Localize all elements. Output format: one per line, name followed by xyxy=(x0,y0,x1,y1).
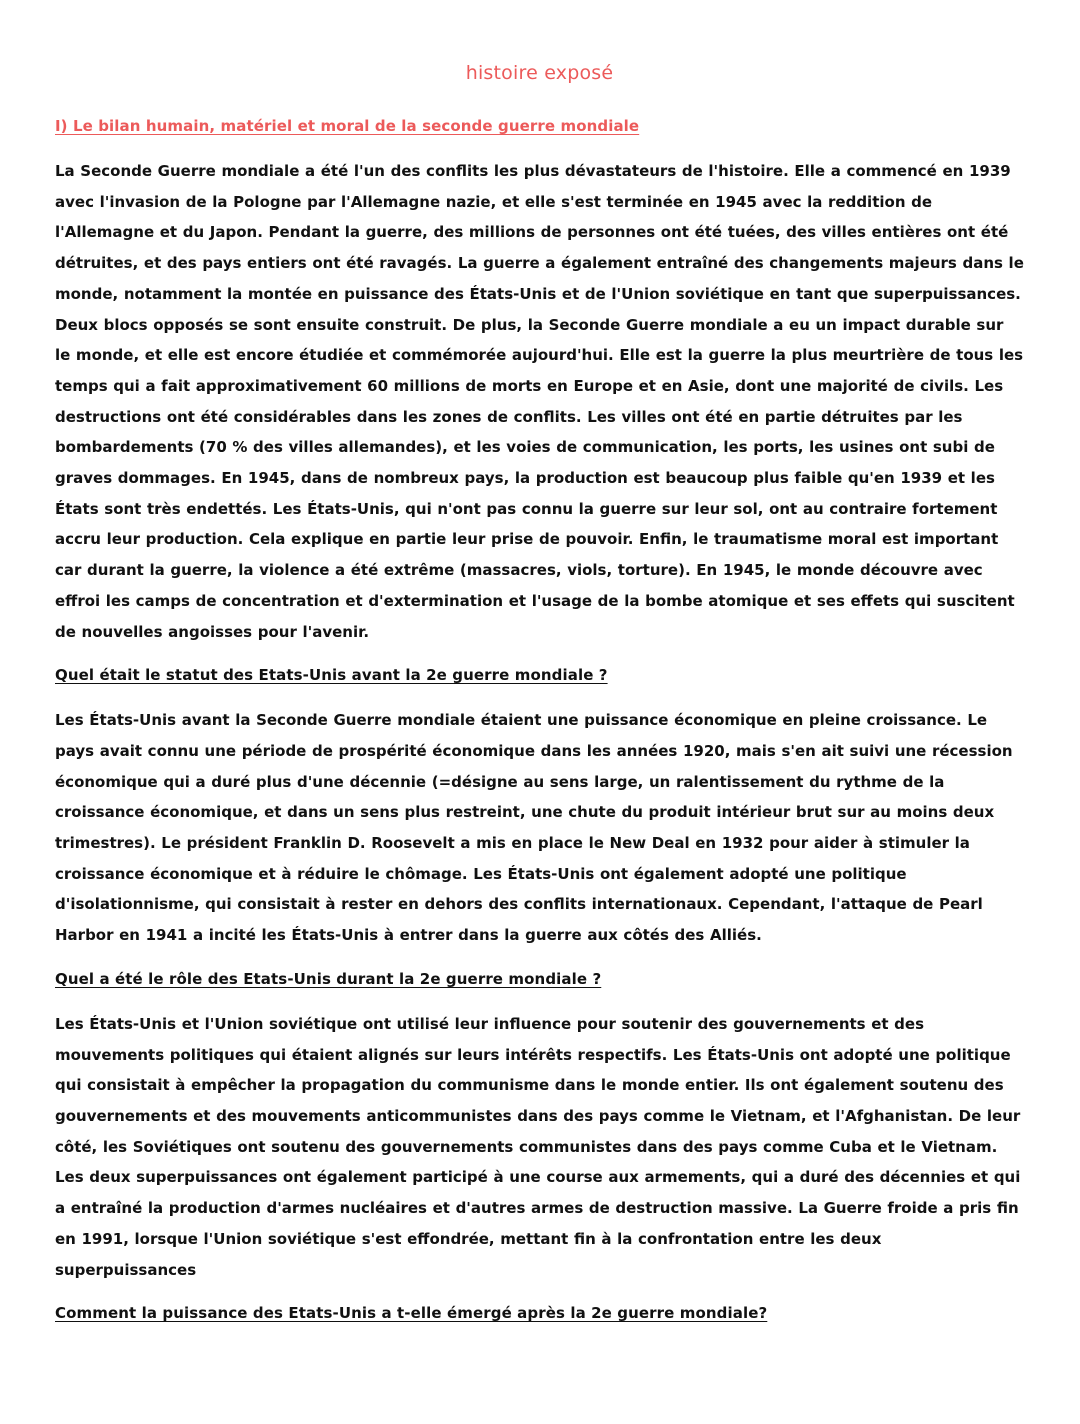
section-heading-statut: Quel était le statut des Etats-Unis avant la 2e guerre mondiale ? xyxy=(55,666,608,685)
section-paragraph-role: Les États-Unis et l'Union soviétique ont utilisé leur influence pour soutenir des gouvernements et des mouvements politiques qui étaient alignés sur leurs intérêts respectifs. Les États-Unis ont adopté une politique qui consistait à empêcher la propagation du communisme dans le monde entier. Ils ont également soutenu des gouvernements et des mouvements anticommunistes dans des pays comme le Vietnam, et l'Afghanistan. De leur côté, les Soviétiques ont soutenu des gouvernements communistes dans des pays comme Cuba et le Vietnam. Les deux superpuissances ont également participé à une course aux armements, qui a duré des décennies et qui a entraîné la production d'armes nucléaires et d'autres armes de destruction massive. La Guerre froide a pris fin en 1991, lorsque l'Union soviétique s'est effondrée, mettant fin à la confrontation entre les deux superpuissances xyxy=(55,1014,1021,1279)
section-paragraph-bilan: La Seconde Guerre mondiale a été l'un des conflits les plus dévastateurs de l'histoire. Elle a commencé en 1939 avec l'invasion de la Pologne par l'Allemagne nazie, et elle s'est terminée en 1945 avec la reddition de l'Allemagne et du Japon. Pendant la guerre, des millions de personnes ont été tuées, des villes entières ont été détruites, et des pays entiers ont été ravagés. La guerre a également entraîné des changements majeurs dans le monde, notamment la montée en puissance des États-Unis et de l'Union soviétique en tant que superpuissances. Deux blocs opposés se sont ensuite construit. De plus, la Seconde Guerre mondiale a eu un impact durable sur le monde, et elle est encore étudiée et commémorée aujourd'hui. Elle est la guerre la plus meurtrière de tous les temps qui a fait approximativement 60 millions de morts en Europe et en Asie, dont une majorité de civils. Les destructions ont été considérables dans les zones de conflits. Les villes ont été en partie détruites par les bombardements (70 % des villes allemandes), et les voies de communication, les ports, les usines ont subi de graves dommages. En 1945, dans de nombreux pays, la production est beaucoup plus faible qu'en 1939 et les États sont très endettés. Les États-Unis, qui n'ont pas connu la guerre sur leur sol, ont au contraire fortement accru leur production. Cela explique en partie leur prise de pouvoir. Enfin, le traumatisme moral est important car durant la guerre, la violence a été extrême (massacres, viols, torture). En 1945, le monde découvre avec effroi les camps de concentration et d'extermination et l'usage de la bombe atomique et ses effets qui suscitent de nouvelles angoisses pour l'avenir. xyxy=(55,162,1024,641)
section-heading-bilan: I) Le bilan humain, matériel et moral de la seconde guerre mondiale xyxy=(55,117,640,135)
document-title: histoire exposé xyxy=(465,62,614,84)
section-heading-role: Quel a été le rôle des Etats-Unis durant la 2e guerre mondiale ? xyxy=(55,969,602,988)
section-paragraph-statut: Les États-Unis avant la Seconde Guerre mondiale étaient une puissance économique en pleine croissance. Le pays avait connu une période de prospérité économique dans les années 1920, mais s'en ait suivi une récession économique qui a duré plus d'une décennie (=désigne au sens large, un ralentissement du rythme de la croissance économique, et dans un sens plus restreint, une chute du produit intérieur brut sur au moins deux trimestres). Le président Franklin D. Roosevelt a mis en place le New Deal en 1932 pour aider à stimuler la croissance économique et à réduire le chômage. Les États-Unis ont également adopté une politique d'isolationnisme, qui consistait à rester en dehors des conflits internationaux. Cependant, l'attaque de Pearl Harbor en 1941 a incité les États-Unis à entrer dans la guerre aux côtés des Alliés. xyxy=(55,711,1013,945)
section-heading-puissance: Comment la puissance des Etats-Unis a t-elle émergé après la 2e guerre mondiale? xyxy=(55,1304,768,1323)
